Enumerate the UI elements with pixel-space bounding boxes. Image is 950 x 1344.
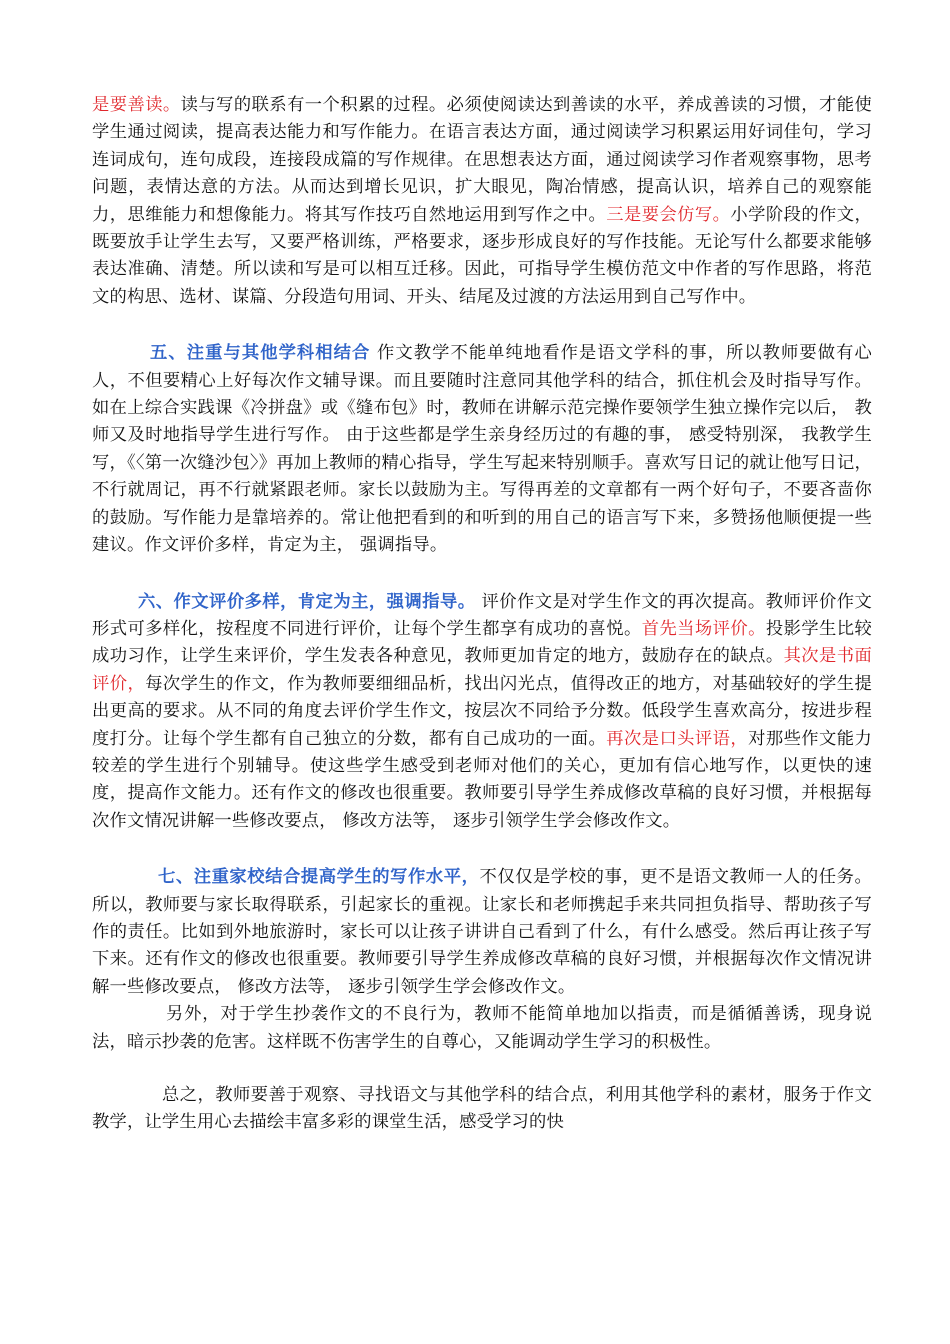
- paragraph-gap: [92, 835, 872, 864]
- paragraph-text: 不仅仅是学校的事，更不是语文教师一人的任务。所以，教师要与家长取得联系，引起家长的重视。让家长和老师携起手来共同担负指导、帮助孩子写作的责任。比如到外地旅游时，家长可以让孩子讲讲自己看到了什么，有什么感受。然后再让孩子写下来。还有作文的修改也很重要。教师要引导学生养成修改草稿的良好习惯，并根据每次作文情况讲解一些修改要点， 修改方法等， 逐步引领学生学会修改作文。: [92, 867, 872, 997]
- section-heading-7: 七、注重家校结合提高学生的写作水平，: [158, 867, 480, 888]
- section-heading-5: 五、注重与其他学科相结合: [150, 343, 371, 364]
- paragraph-section-5: [92, 340, 872, 559]
- paragraph-gap: [92, 1056, 872, 1082]
- highlight-fang-xie: 三是要会仿写。: [606, 204, 731, 225]
- highlight-shan-du: 是要善读。: [92, 95, 181, 115]
- highlight-shu-mian: 其次是书面评价，: [92, 646, 872, 694]
- paragraph-section-7: [92, 864, 872, 1001]
- paragraph-text: 另外，对于学生抄袭作文的不良行为，教师不能简单地加以指责，而是循循善诱，现身说法，暗示抄袭的危害。这样既不伤害学生的自尊心，又能调动学生学习的积极性。: [92, 1004, 872, 1052]
- section-heading-6: 六、作文评价多样，肯定为主，强调指导。: [138, 591, 476, 612]
- paragraph-section-6: [92, 589, 872, 836]
- document-page: [92, 92, 872, 1137]
- paragraph-text: 投影学生比较成功习作，让学生来评价，学生发表各种意见，教师更加肯定的地方，鼓励存在的缺点。: [92, 618, 873, 667]
- highlight-kou-tou: 再次是口头评语，: [606, 728, 749, 749]
- paragraph-gap: [92, 560, 872, 589]
- paragraph-summary: [92, 1082, 872, 1137]
- paragraph-text: 总之，教师要善于观察、寻找语文与其他学科的结合点，利用其他学科的素材，服务于作文教学，让学生用心去描绘丰富多彩的课堂生活，感受学习的快: [92, 1085, 872, 1133]
- paragraph-plagiarism: [92, 1001, 872, 1056]
- paragraph-text: 小学阶段的作文，既要放手让学生去写，又要严格训练，严格要求，逐步形成良好的写作技能。无论写什么都要求能够表达准确、清楚。所以读和写是可以相互迁移。因此，可指导学生模仿范文中作者的写作思路，将范文的构思、选材、谋篇、分段造句用词、开头、结尾及过渡的方法运用到自己写作中。: [92, 204, 872, 307]
- paragraph-gap: [92, 311, 872, 340]
- paragraph-text: 读与写的联系有一个积累的过程。必须使阅读达到善读的水平，养成善读的习惯，才能使学生通过阅读，提高表达能力和写作能力。在语言表达方面，通过阅读学习积累运用好词佳句，学习连词成句，连句成段，连接段成篇的写作规律。在思想表达方面，通过阅读学习作者观察事物，思考问题，表情达意的方法。从而达到增长见识，扩大眼见，陶冶情感，提高认识，培养自己的观察能力，思维能力和想像能力。将其写作技巧自然地运用到写作之中。: [92, 95, 872, 225]
- paragraph-text: 作文教学不能单纯地看作是语文学科的事，所以教师要做有心人，不但要精心上好每次作文辅导课。而且要随时注意同其他学科的结合，抓住机会及时指导写作。如在上综合实践课《冷拼盘》或《缝布包》时，教师在讲解示范完操作要领学生独立操作完以后， 教师又及时地指导学生进行写作。 由于这些都是学生亲身经历过的有趣的事， 感受特别深， 我教学生写，《〈第一次缝沙包〉》再加上教师的精心指导，学生写起来特别顺手。喜欢写日记的就让他写日记，不行就周记，再不行就紧跟老师。家长以鼓励为主。写得再差的文章都有一两个好句子，不要吝啬你的鼓励。写作能力是靠培养的。常让他把看到的和听到的用自己的语言写下来，多赞扬他顺便提一些建议。作文评价多样，肯定为主， 强调指导。: [92, 343, 872, 556]
- paragraph-text: 评价作文是对学生作文的再次提高。教师评价作文形式可多样化，按程度不同进行评价，让每个学生都享有成功的喜悦。: [92, 591, 872, 639]
- paragraph-text: 对那些作文能力较差的学生进行个别辅导。使这些学生感受到老师对他们的关心，更加有信心地写作，以更快的速度，提高作文能力。还有作文的修改也很重要。教师要引导学生养成修改草稿的良好习惯，并根据每次作文情况讲解一些修改要点， 修改方法等， 逐步引领学生学会修改作文。: [92, 728, 872, 831]
- paragraph-text: 每次学生的作文，作为教师要细细品析，找出闪光点，值得改正的地方，对基础较好的学生提出更高的要求。从不同的角度去评价学生作文，按层次不同给予分数。低段学生喜欢高分，按进步程度打分。让每个学生都有自己独立的分数，都有自己成功的一面。: [92, 673, 872, 749]
- paragraph-reading-writing: [92, 92, 872, 311]
- highlight-dang-chang: 首先当场评价。: [641, 618, 766, 639]
